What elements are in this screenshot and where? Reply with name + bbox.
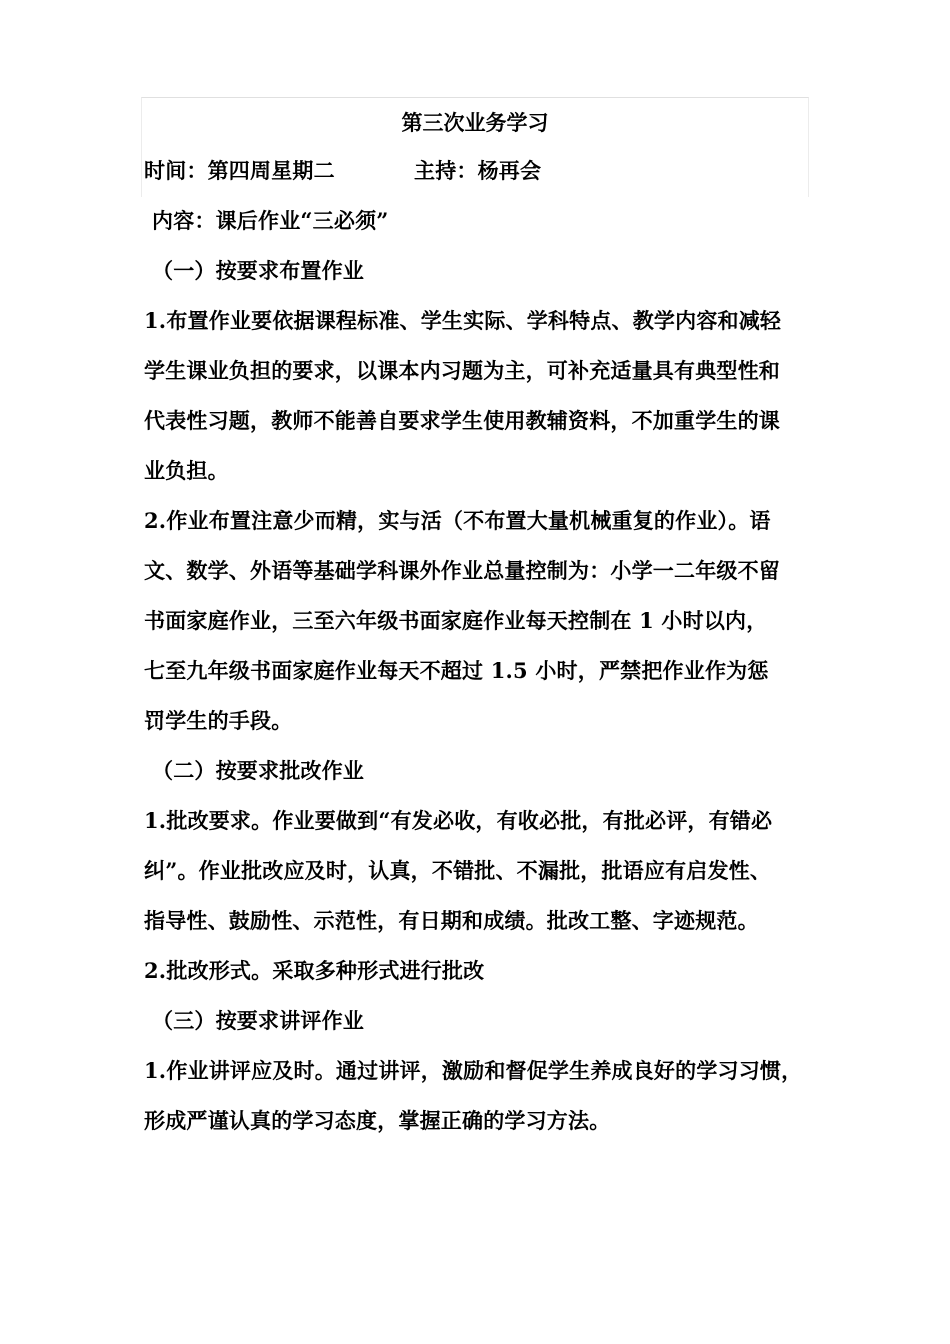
paragraph-line: 形成严谨认真的学习态度，掌握正确的学习方法。 (144, 1108, 611, 1133)
meta-host: 主持：杨再会 (414, 158, 542, 183)
document-title: 第三次业务学习 (401, 110, 549, 135)
meta-time: 时间：第四周星期二 (144, 158, 335, 183)
section-heading-2: （二）按要求批改作业 (152, 758, 364, 783)
paragraph-line: 七至九年级书面家庭作业每天不超过 1.5 小时，严禁把作业作为惩 (144, 658, 769, 683)
paragraph-line: 2.作业布置注意少而精，实与活（不布置大量机械重复的作业）。语 (144, 508, 771, 533)
paragraph-line: 纠”。作业批改应及时，认真，不错批、不漏批，批语应有启发性、 (144, 858, 772, 883)
paragraph-line: 业负担。 (144, 458, 229, 483)
paragraph-line: 代表性习题，教师不能善自要求学生使用教辅资料，不加重学生的课 (144, 408, 780, 433)
paragraph-line: 学生课业负担的要求，以课本内习题为主，可补充适量具有典型性和 (144, 358, 780, 383)
paragraph-line: 2.批改形式。采取多种形式进行批改 (144, 958, 485, 983)
paragraph-line: 罚学生的手段。 (144, 708, 293, 733)
meta-row (144, 156, 335, 186)
content-heading: 内容：课后作业“三必须” (152, 208, 389, 233)
paragraph-line: 1.布置作业要依据课程标准、学生实际、学科特点、教学内容和减轻 (144, 308, 782, 333)
paragraph-line: 1.批改要求。作业要做到“有发必收，有收必批，有批必评，有错必 (144, 808, 773, 833)
paragraph-line: 书面家庭作业，三至六年级书面家庭作业每天控制在 1 小时以内， (144, 608, 768, 633)
paragraph-line: 指导性、鼓励性、示范性，有日期和成绩。批改工整、字迹规范。 (144, 908, 759, 933)
section-heading-3: （三）按要求讲评作业 (152, 1008, 364, 1033)
paragraph-line: 文、数学、外语等基础学科课外作业总量控制为：小学一二年级不留 (144, 558, 780, 583)
section-heading-1: （一）按要求布置作业 (152, 258, 364, 283)
paragraph-line: 1.作业讲评应及时。通过讲评，激励和督促学生养成良好的学习习惯， (144, 1058, 803, 1083)
